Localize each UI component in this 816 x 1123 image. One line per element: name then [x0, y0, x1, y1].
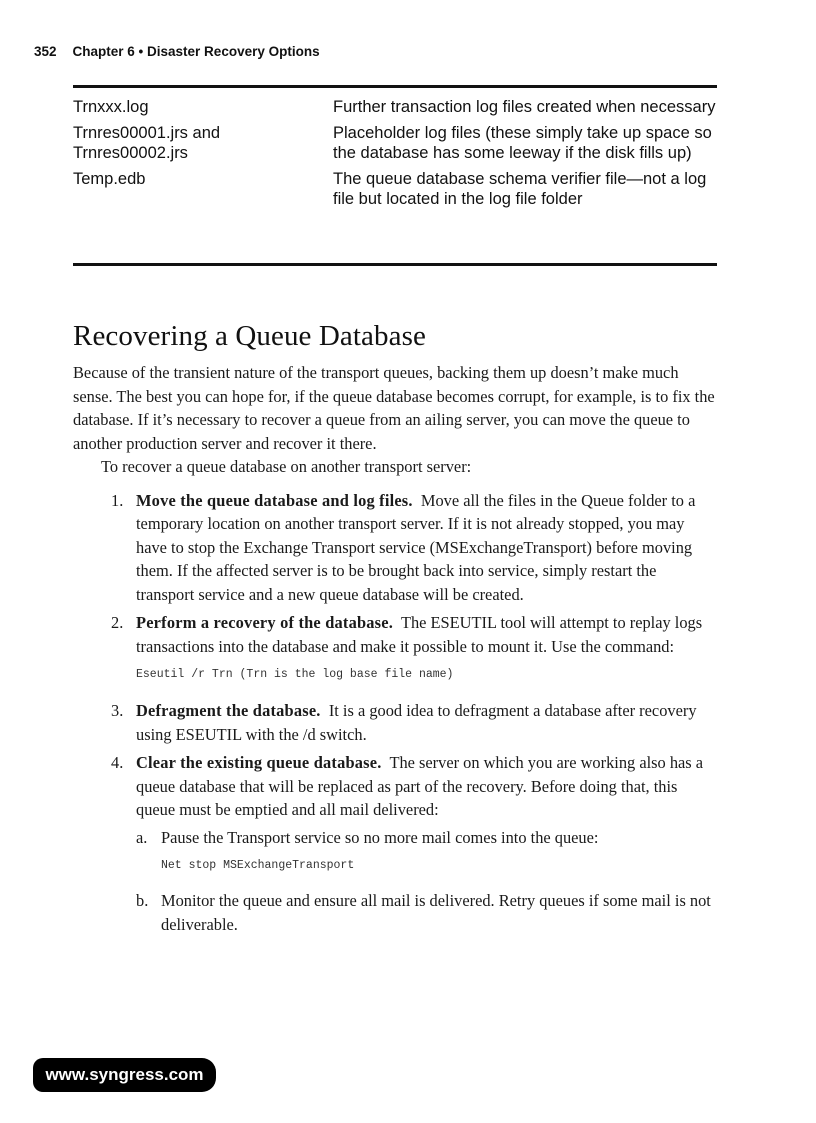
step-text: The ESEUTIL tool will attempt to replay logs transactions into the database and make it possible to mount it. Use the command:: [136, 613, 703, 656]
table-cell-description: Placeholder log files (these simply take up space so the database has some leeway if the disk fills up): [333, 123, 712, 162]
step-number: 4.: [111, 753, 124, 772]
table-row: [73, 97, 717, 118]
step-title: Defragment the database.: [136, 701, 321, 720]
list-item: [73, 611, 718, 694]
step-title: Move the queue database and log files.: [136, 490, 413, 510]
table-cell-description: Further transaction log files created when necessary: [333, 98, 716, 116]
substep-letter: b.: [136, 891, 149, 910]
substep-letter: a.: [136, 827, 148, 847]
step-text: Move all the files in the Queue folder to a temporary location on another transport server. If it is not already stopped, you may have to stop the Exchange Transport service (MSExchangeTransport) before moving them. If the affected server is to be brought back into service, simply restart the transport service and a new queue database will be created.: [136, 490, 696, 604]
website-badge: www.syngress.com: [33, 1058, 216, 1092]
section-body: [73, 361, 718, 941]
procedure-lead-in: To recover a queue database on another transport server:: [101, 457, 472, 476]
step-title: Perform a recovery of the database.: [136, 613, 394, 632]
table-top-rule: [73, 85, 717, 88]
intro-paragraph: Because of the transient nature of the transport queues, backing them up doesn’t make much sense. The best you can hope for, if the queue database becomes corrupt, for example, is to fix the database. If it’s necessary to recover a queue from an ailing server, you can move the queue to another production server and recover it there.: [73, 363, 715, 453]
step-number: 1.: [111, 490, 124, 510]
chapter-title: Chapter 6 • Disaster Recovery Options: [72, 44, 320, 59]
step-text: It is a good idea to defragment a database after recovery using ESEUTIL with the /d switch.: [136, 701, 697, 744]
substep-text: Monitor the queue and ensure all mail is delivered. Retry queues if some mail is not deliverable.: [161, 891, 711, 934]
list-item: [73, 751, 718, 936]
step-text: The server on which you are working also has a queue database that will be replaced as part of the recovery. Before doing that, this queue must be emptied and all mail delivered:: [136, 753, 704, 819]
page-number: 352: [34, 44, 57, 59]
table-row: [73, 123, 717, 164]
step-title: Clear the existing queue database.: [136, 753, 382, 772]
table-cell-name: Trnxxx.log: [73, 98, 149, 116]
running-header: [34, 44, 734, 59]
table-bottom-rule: [73, 263, 717, 266]
code-sample: Eseutil /r Trn (Trn is the log base file name): [136, 668, 454, 681]
substep: [136, 826, 718, 886]
recovery-steps-list: [73, 489, 718, 937]
substep: [136, 889, 718, 936]
table-cell-name: Trnres00001.jrs and Trnres00002.jrs: [73, 123, 221, 162]
list-item: [73, 489, 718, 607]
substep-text: Pause the Transport service so no more mail comes into the queue:: [161, 827, 599, 847]
step-number: 2.: [111, 613, 124, 632]
table-cell-description: The queue database schema verifier file—not a log file but located in the log file folder: [333, 169, 707, 208]
log-files-table: [73, 97, 717, 215]
step-number: 3.: [111, 701, 124, 720]
section-heading: Recovering a Queue Database: [73, 320, 426, 352]
table-cell-name: Temp.edb: [73, 169, 146, 188]
list-item: [73, 699, 718, 746]
code-sample: Net stop MSExchangeTransport: [161, 859, 355, 872]
table-row: [73, 169, 717, 210]
